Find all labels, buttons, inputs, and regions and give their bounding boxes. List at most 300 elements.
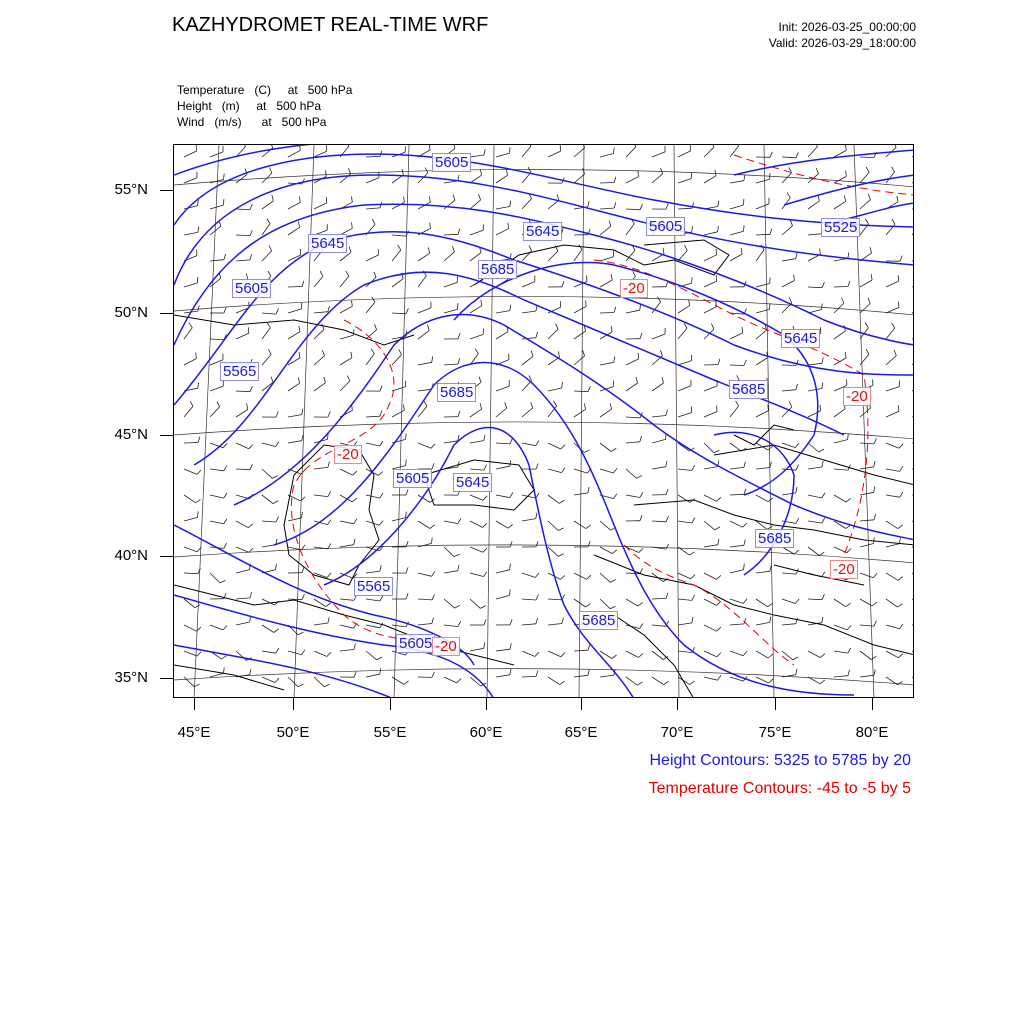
height-label: 5565 bbox=[354, 577, 393, 596]
wind-barb-feather bbox=[452, 246, 454, 252]
wind-barb bbox=[912, 412, 914, 417]
wind-barb bbox=[548, 251, 558, 261]
wind-barb-feather bbox=[822, 594, 824, 600]
wind-barb bbox=[808, 201, 819, 209]
wind-barb bbox=[366, 674, 380, 677]
wind-barb-feather bbox=[377, 657, 382, 660]
wind-barb-feather bbox=[484, 619, 486, 625]
wind-barb-feather bbox=[717, 497, 721, 501]
wind-barb-feather bbox=[221, 656, 226, 659]
wind-barb bbox=[860, 625, 874, 626]
wind-barb-feather bbox=[510, 460, 511, 466]
wind-barb-feather bbox=[822, 617, 823, 623]
wind-barb-feather bbox=[744, 360, 746, 366]
wind-barb-feather bbox=[770, 278, 771, 284]
wind-barb bbox=[470, 200, 481, 209]
wind-barb-feather bbox=[560, 145, 561, 151]
wind-barb-feather bbox=[531, 402, 533, 408]
wind-barb bbox=[392, 677, 404, 684]
wind-barb bbox=[496, 311, 510, 313]
wind-barb-feather bbox=[380, 441, 383, 446]
lon-tick bbox=[293, 698, 294, 710]
wind-barb bbox=[470, 469, 484, 470]
wind-barb bbox=[886, 625, 900, 629]
wind-barb-feather bbox=[689, 552, 694, 555]
wind-barb-feather bbox=[352, 196, 353, 202]
wind-barb bbox=[340, 545, 354, 547]
wind-barb-feather bbox=[822, 572, 826, 577]
wind-barb-feather bbox=[196, 499, 201, 502]
wind-barb-feather bbox=[484, 465, 487, 470]
wind-barb-feather bbox=[900, 466, 903, 471]
wind-barb-feather bbox=[510, 201, 511, 207]
wind-barb bbox=[652, 383, 664, 391]
wind-barb bbox=[912, 599, 914, 606]
wind-barb bbox=[600, 226, 611, 235]
wind-barb-feather bbox=[380, 493, 383, 498]
wind-barb bbox=[808, 599, 822, 600]
wind-barb bbox=[782, 281, 794, 288]
wind-barb-feather bbox=[614, 148, 615, 154]
wind-barb bbox=[444, 309, 458, 313]
wind-barb bbox=[288, 287, 302, 288]
wind-barb-feather bbox=[269, 246, 272, 251]
lat-tick bbox=[160, 435, 173, 436]
wind-barb bbox=[730, 521, 743, 527]
wind-barb bbox=[808, 411, 821, 417]
wind-barb bbox=[626, 442, 640, 443]
wind-barb-feather bbox=[768, 405, 769, 411]
height-label: 5525 bbox=[821, 218, 860, 237]
wind-barb-feather bbox=[796, 518, 799, 523]
wind-barb-feather bbox=[224, 254, 226, 260]
wind-barb bbox=[262, 313, 276, 314]
wind-barb-feather bbox=[510, 589, 511, 595]
wind-barb bbox=[522, 676, 536, 677]
wind-barb bbox=[314, 599, 326, 607]
wind-barb-feather bbox=[584, 403, 585, 409]
wind-barb-feather bbox=[510, 541, 512, 547]
wind-barb-feather bbox=[894, 350, 896, 356]
wind-barb bbox=[600, 599, 610, 609]
wind-barb-feather bbox=[558, 528, 563, 531]
wind-barb bbox=[912, 305, 914, 313]
wind-barb-feather bbox=[718, 359, 720, 365]
wind-barb-feather bbox=[822, 282, 824, 288]
wind-barb-feather bbox=[347, 376, 350, 381]
wind-barb bbox=[522, 624, 536, 625]
wind-barb bbox=[782, 573, 796, 574]
wind-barb bbox=[860, 443, 874, 444]
wind-barb bbox=[496, 408, 507, 417]
wind-barb bbox=[600, 362, 614, 365]
wind-barb-feather bbox=[789, 402, 792, 407]
wind-barb bbox=[600, 469, 613, 473]
wind-barb bbox=[418, 331, 429, 339]
wind-barb-feather bbox=[898, 525, 903, 529]
wind-barb-feather bbox=[480, 403, 481, 409]
wind-barb-feather bbox=[458, 358, 460, 364]
wind-barb-feather bbox=[736, 401, 739, 406]
wind-barb bbox=[470, 230, 483, 235]
wind-barb bbox=[652, 334, 665, 339]
wind-barb bbox=[340, 599, 354, 600]
wind-barb-feather bbox=[691, 575, 695, 579]
wind-barb bbox=[626, 599, 638, 606]
lon-tick bbox=[390, 698, 391, 710]
lon-tick bbox=[677, 698, 678, 710]
wind-barb bbox=[340, 650, 354, 652]
wind-barb-feather bbox=[276, 442, 279, 447]
map-panel bbox=[173, 144, 914, 698]
wind-barb-feather bbox=[380, 668, 381, 674]
wind-barb-feather bbox=[375, 324, 377, 330]
wind-barb bbox=[782, 390, 796, 391]
wind-barb bbox=[548, 329, 558, 339]
wind-barb-feather bbox=[406, 512, 407, 518]
wind-barb bbox=[392, 279, 403, 287]
wind-barb-feather bbox=[637, 476, 642, 479]
wind-barb-feather bbox=[610, 606, 615, 609]
wind-barb bbox=[366, 208, 380, 209]
wind-barb-feather bbox=[822, 304, 823, 310]
wind-barb-feather bbox=[298, 684, 303, 687]
wind-barb-feather bbox=[584, 450, 589, 453]
wind-barb bbox=[730, 181, 744, 183]
wind-barb bbox=[574, 521, 586, 529]
wind-barb-feather bbox=[508, 223, 509, 229]
wind-barb bbox=[912, 336, 914, 339]
wind-barb-feather bbox=[431, 444, 435, 448]
wind-barb-feather bbox=[484, 642, 485, 648]
wind-barb bbox=[808, 495, 822, 498]
wind-barb-feather bbox=[588, 386, 590, 392]
wind-barb-feather bbox=[661, 168, 663, 174]
height-label: 5685 bbox=[729, 380, 768, 399]
wind-barb-feather bbox=[328, 617, 329, 623]
wind-barb-feather bbox=[380, 623, 383, 628]
wind-barb-feather bbox=[536, 671, 538, 677]
wind-barb-feather bbox=[328, 412, 330, 418]
wind-barb bbox=[496, 229, 509, 235]
wind-barb bbox=[522, 599, 536, 600]
wind-barb-feather bbox=[529, 245, 532, 250]
wind-barb bbox=[626, 573, 640, 574]
wind-barb-feather bbox=[666, 593, 668, 599]
wind-barb bbox=[548, 406, 557, 417]
wind-barb-feather bbox=[796, 487, 797, 493]
wind-barb bbox=[366, 416, 380, 417]
wind-barb-feather bbox=[354, 644, 356, 650]
wind-barb-feather bbox=[406, 567, 408, 573]
wind-barb-feather bbox=[483, 548, 487, 552]
wind-barb bbox=[522, 651, 535, 657]
wind-barb bbox=[600, 257, 613, 261]
wind-barb-feather bbox=[819, 552, 824, 555]
wind-barb-feather bbox=[402, 169, 403, 175]
wind-barb-feather bbox=[640, 624, 643, 629]
wind-barb-feather bbox=[714, 450, 719, 452]
wind-barb-feather bbox=[458, 411, 460, 417]
wind-barb bbox=[184, 651, 197, 656]
wind-barb-feather bbox=[508, 525, 513, 529]
wind-barb bbox=[548, 547, 558, 556]
wind-barb-feather bbox=[404, 404, 405, 410]
wind-barb-feather bbox=[637, 682, 642, 685]
wind-barb-feather bbox=[716, 249, 717, 255]
temperature-label: -20 bbox=[334, 445, 362, 464]
wind-barb bbox=[184, 359, 196, 366]
wind-barb bbox=[886, 677, 898, 685]
height-label: 5685 bbox=[579, 611, 618, 630]
wind-barb bbox=[236, 651, 246, 660]
wind-barb-feather bbox=[610, 580, 615, 583]
wind-barb bbox=[496, 386, 509, 391]
wind-barb bbox=[496, 153, 510, 157]
wind-barb bbox=[808, 547, 819, 556]
wind-barb-feather bbox=[562, 281, 564, 287]
variable-wind: Wind (m/s) at 500 hPa bbox=[177, 115, 327, 129]
wind-barb bbox=[184, 328, 192, 339]
wind-barb bbox=[340, 521, 354, 524]
wind-barb bbox=[600, 547, 612, 554]
wind-barb-feather bbox=[322, 350, 324, 356]
wind-barb-feather bbox=[794, 550, 799, 554]
wind-barb-feather bbox=[768, 654, 773, 658]
wind-barb bbox=[548, 151, 561, 157]
wind-barb-feather bbox=[562, 468, 566, 473]
wind-barb-feather bbox=[666, 410, 668, 416]
wind-barb-feather bbox=[717, 653, 721, 657]
lat-tick bbox=[160, 190, 173, 191]
wind-barb bbox=[470, 521, 483, 527]
wind-barb-feather bbox=[510, 669, 511, 675]
wind-barb-feather bbox=[326, 603, 331, 607]
wind-barb bbox=[678, 573, 691, 579]
wind-barb-feather bbox=[302, 594, 304, 600]
time-info bbox=[769, 19, 916, 51]
wind-barb-feather bbox=[865, 323, 868, 328]
wind-barb bbox=[860, 520, 874, 521]
wind-barb bbox=[470, 648, 484, 651]
wind-barb bbox=[496, 466, 510, 469]
height-label: 5645 bbox=[781, 329, 820, 348]
wind-barb-feather bbox=[640, 304, 641, 310]
wind-barb bbox=[288, 651, 302, 655]
wind-barb bbox=[574, 391, 588, 392]
wind-barb-feather bbox=[666, 516, 668, 522]
height-label: 5645 bbox=[523, 222, 562, 241]
wind-barb-feather bbox=[638, 353, 639, 359]
wind-barb bbox=[210, 573, 220, 583]
wind-barb-feather bbox=[639, 548, 643, 552]
wind-barb-feather bbox=[510, 305, 511, 311]
wind-barb-feather bbox=[898, 654, 903, 658]
wind-barb-feather bbox=[432, 356, 433, 362]
wind-barb-feather bbox=[822, 493, 825, 498]
wind-barb bbox=[704, 467, 718, 470]
wind-barb-feather bbox=[716, 275, 717, 281]
wind-barb bbox=[470, 573, 484, 577]
wind-barb-feather bbox=[587, 575, 591, 579]
wind-barb-feather bbox=[298, 377, 299, 383]
lat-label: 55°N bbox=[114, 181, 148, 198]
wind-barb-feather bbox=[479, 377, 481, 383]
wind-barb-feather bbox=[711, 324, 714, 330]
wind-barb-feather bbox=[276, 412, 278, 418]
wind-barb-feather bbox=[846, 145, 847, 150]
wind-barb bbox=[834, 625, 847, 630]
wind-barb bbox=[678, 443, 689, 451]
wind-barb bbox=[652, 467, 666, 469]
wind-barb bbox=[444, 521, 458, 524]
wind-barb bbox=[730, 231, 744, 235]
wind-barb bbox=[574, 675, 588, 677]
wind-barb-feather bbox=[458, 519, 461, 524]
wind-barb-feather bbox=[372, 297, 375, 302]
wind-barb bbox=[756, 677, 769, 683]
wind-barb-feather bbox=[892, 167, 895, 172]
wind-barb-feather bbox=[326, 170, 327, 176]
wind-barb bbox=[314, 312, 328, 313]
wind-barb bbox=[626, 469, 637, 478]
wind-barb bbox=[210, 495, 224, 498]
wind-barb-feather bbox=[380, 565, 381, 571]
wind-barb-feather bbox=[224, 466, 227, 471]
wind-barb bbox=[262, 651, 276, 653]
wind-barb-feather bbox=[506, 169, 507, 175]
wind-barb-feather bbox=[197, 470, 201, 474]
wind-barb bbox=[912, 623, 914, 626]
wind-barb-feather bbox=[349, 168, 351, 174]
wind-barb-feather bbox=[666, 544, 669, 549]
wind-barb-feather bbox=[689, 300, 690, 306]
wind-barb-feather bbox=[430, 223, 431, 229]
wind-barb-feather bbox=[224, 174, 225, 180]
wind-barb-feather bbox=[276, 309, 279, 315]
wind-barb-feather bbox=[250, 230, 252, 236]
wind-barb bbox=[366, 651, 377, 660]
wind-barb bbox=[262, 545, 276, 547]
wind-barb-feather bbox=[866, 349, 869, 354]
wind-barb-feather bbox=[736, 145, 739, 146]
wind-barb-feather bbox=[249, 445, 253, 449]
wind-barb-feather bbox=[275, 678, 279, 682]
lat-label: 35°N bbox=[114, 669, 148, 686]
wind-barb-feather bbox=[432, 618, 434, 624]
wind-barb bbox=[574, 356, 585, 365]
wind-barb bbox=[444, 252, 455, 261]
wind-barb bbox=[184, 232, 198, 235]
wind-barb bbox=[678, 328, 687, 339]
wind-barb bbox=[548, 495, 559, 503]
wind-barb bbox=[444, 677, 457, 683]
wind-barb-feather bbox=[328, 462, 330, 468]
wind-barb-feather bbox=[346, 145, 349, 146]
init-time: Init: 2026-03-25_00:00:00 bbox=[778, 20, 916, 34]
wind-barb bbox=[704, 386, 717, 391]
wind-barb-feather bbox=[320, 271, 323, 276]
wind-barb-feather bbox=[561, 445, 565, 449]
wind-barb-feather bbox=[428, 247, 429, 253]
wind-barb bbox=[678, 413, 691, 417]
wind-barb-feather bbox=[197, 652, 201, 657]
wind-barb-feather bbox=[692, 277, 693, 283]
wind-barb bbox=[912, 224, 914, 235]
wind-barb-feather bbox=[406, 489, 408, 495]
wind-barb bbox=[210, 673, 224, 677]
wind-barb-feather bbox=[453, 145, 455, 148]
wind-barb-feather bbox=[787, 193, 790, 198]
wind-barb bbox=[392, 355, 402, 365]
wind-barb bbox=[860, 573, 873, 578]
wind-barb-feather bbox=[428, 325, 430, 331]
wind-barb-feather bbox=[324, 377, 326, 383]
wind-barb-feather bbox=[425, 168, 428, 174]
wind-barb-feather bbox=[870, 247, 871, 253]
lon-label: 45°E bbox=[177, 724, 211, 741]
wind-barb bbox=[548, 677, 560, 685]
wind-barb bbox=[418, 521, 430, 529]
wind-barb bbox=[886, 308, 899, 314]
wind-barb bbox=[600, 573, 610, 582]
wind-barb bbox=[912, 546, 914, 547]
wind-barb bbox=[496, 207, 510, 210]
wind-barb bbox=[704, 545, 718, 547]
wind-barb bbox=[314, 651, 327, 657]
wind-barb bbox=[236, 469, 250, 470]
wind-barb-feather bbox=[268, 271, 271, 276]
wind-barb-feather bbox=[865, 219, 868, 224]
wind-barb bbox=[548, 443, 561, 449]
wind-barb-feather bbox=[268, 349, 271, 354]
wind-barb bbox=[860, 544, 874, 548]
wind-barb-feather bbox=[322, 324, 324, 330]
wind-barb bbox=[392, 202, 404, 209]
wind-barb-feather bbox=[224, 543, 227, 548]
wind-barb-feather bbox=[866, 167, 869, 172]
wind-barb-feather bbox=[223, 626, 227, 630]
wind-barb bbox=[834, 495, 846, 502]
wind-barb-feather bbox=[638, 171, 639, 177]
wind-barb-feather bbox=[640, 204, 642, 210]
wind-barb bbox=[860, 172, 869, 183]
wind-barb bbox=[262, 469, 272, 478]
wind-barb bbox=[756, 284, 770, 288]
wind-barb-feather bbox=[718, 201, 719, 207]
wind-barb-feather bbox=[847, 549, 851, 553]
wind-barb-feather bbox=[398, 245, 401, 250]
wind-barb bbox=[626, 651, 638, 658]
wind-barb bbox=[756, 622, 770, 625]
wind-barb bbox=[834, 176, 846, 183]
wind-barb-feather bbox=[198, 200, 199, 206]
wind-barb-feather bbox=[536, 541, 538, 547]
wind-barb-feather bbox=[432, 672, 434, 678]
wind-barb-feather bbox=[480, 169, 481, 175]
wind-barb-feather bbox=[768, 603, 773, 607]
wind-barb bbox=[652, 521, 666, 522]
wind-barb-feather bbox=[270, 168, 272, 173]
wind-barb bbox=[678, 599, 692, 600]
wind-barb-feather bbox=[481, 300, 482, 306]
wind-barb-feather bbox=[557, 195, 559, 201]
wind-barb bbox=[808, 234, 822, 235]
lat-tick bbox=[160, 556, 173, 557]
wind-barb-feather bbox=[510, 493, 513, 498]
wind-barb bbox=[834, 409, 845, 417]
wind-barb bbox=[912, 150, 914, 157]
